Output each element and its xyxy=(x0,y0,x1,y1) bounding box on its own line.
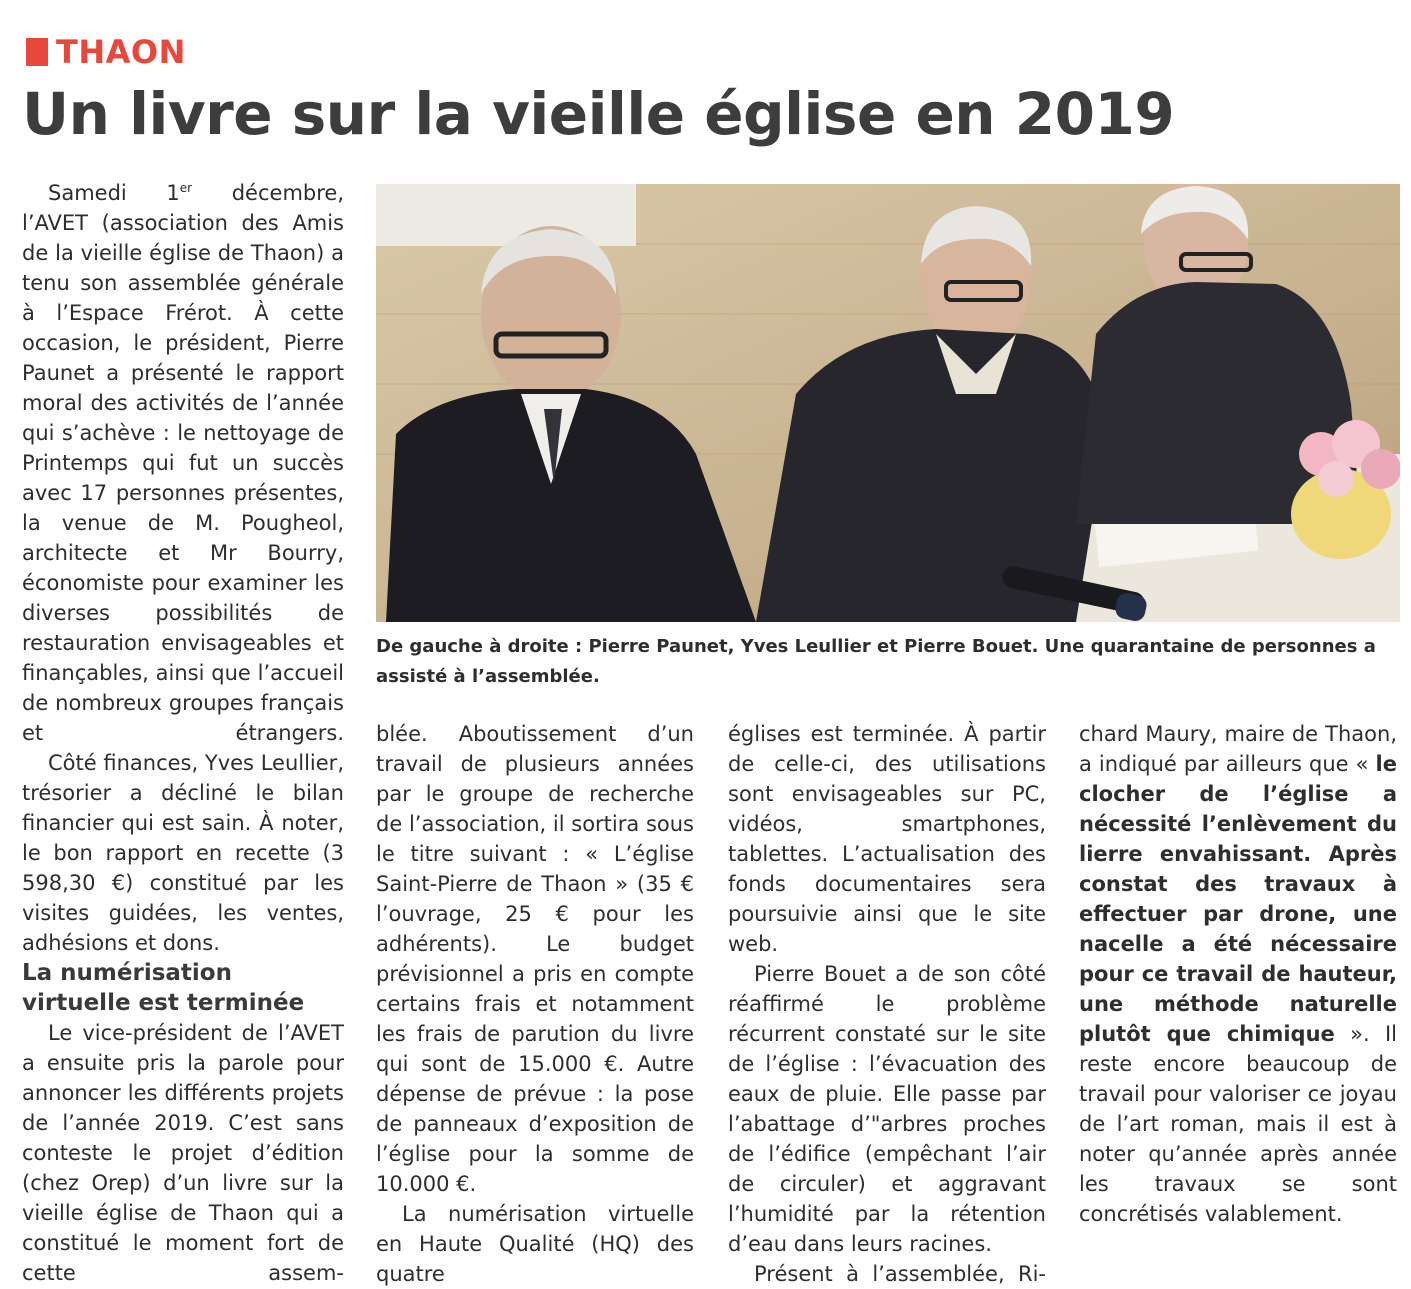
paragraph-intro: Samedi 1er décembre, l’AVET (association des Amis de la vieille église de Thaon) a tenu son assemblée générale à l’Espace Frérot. À cette occasion, le président, Pierre Paunet a présenté le rapport moral des activités de l’année qui s’achève : le nettoyage de Printemps qui fut un succès avec 17 personnes présentes, la venue de M. Pougheol, architecte et Mr Bourry, économiste pour examiner les diverses possibilités de restauration envisageables et finançables, ainsi que l’accueil de nombreux groupes français et étrangers. xyxy=(22,181,344,745)
paragraph-mayor-quote: chard Maury, maire de Thaon, a indiqué par ailleurs que « le clocher de l’église a nécessité l’enlèvement du lierre envahissant. Après constat des travaux à effectuer par drone, une nacelle a été nécessaire pour ce travail de hauteur, une méthode naturelle plutôt que chimique ». Il reste encore beaucoup de travail pour valoriser ce joyau de l’art roman, mais il est à noter qu’année après année les travaux se sont concrétisés valablement. xyxy=(1079,722,1397,1226)
paragraph-mayor-intro: Présent à l’assemblée, Ri- xyxy=(754,1262,1046,1286)
paragraph-digitization: La numérisation virtuelle en Haute Qualité (HQ) des quatre xyxy=(376,1202,694,1286)
article-photo xyxy=(376,184,1400,622)
column-1 xyxy=(22,178,344,1288)
paragraph-drainage: Pierre Bouet a de son côté réaffirmé le problème récurrent constaté sur le site de l’église : l’évacuation des eaux de pluie. Elle passe par l’abattage d’"arbres proches de l’édifice (empêchant l’air de circuler) et aggravant l’humidité par la rétention d’eau dans leurs racines. xyxy=(728,962,1046,1256)
paragraph-churches: églises est terminée. À partir de celle-ci, des utilisations sont envisageables sur PC, vidéos, smartphones, tablettes. L’actualisation des fonds documentaires sera poursuivie ainsi que le site web. xyxy=(728,722,1046,956)
mayor-quote: le clocher de l’église a nécessité l’enlèvement du lierre envahissant. Après constat des travaux à effectuer par drone, une nacelle a été nécessaire pour ce travail de hauteur, une méthode naturelle plutôt que chimique xyxy=(1079,752,1397,1046)
column-4 xyxy=(1079,719,1397,1229)
section-kicker xyxy=(26,32,186,72)
column-3 xyxy=(728,719,1046,1289)
paragraph-book: blée. Aboutissement d’un travail de plusieurs années par le groupe de recherche de l’association, il sortira sous le titre suivant : « L’église Saint-Pierre de Thaon » (35 € l’ouvrage, 25 € pour les adhérents). Le budget prévisionnel a pris en compte certains frais et notamment les frais de parution du livre qui sont de 15.000 €. Autre dépense de prévue : la pose de panneaux d’exposition de l’église pour la somme de 10.000 €. xyxy=(376,722,694,1196)
kicker-square-icon xyxy=(26,38,48,66)
kicker-label: THAON xyxy=(56,33,186,71)
photo-caption: De gauche à droite : Pierre Paunet, Yves Leullier et Pierre Bouet. Une quarantaine de personnes a assisté à l’assemblée. xyxy=(376,636,1376,687)
meeting-photo-illustration xyxy=(376,184,1400,622)
article-headline: Un livre sur la vieille église en 2019 xyxy=(22,80,1175,148)
paragraph-finances: Côté finances, Yves Leullier, trésorier a décliné le bilan financier qui est sain. À noter, le bon rapport en recette (3 598,30 €) constitué par les visites guidées, les ventes, adhésions et dons. xyxy=(22,751,344,955)
paragraph-projects: Le vice-président de l’AVET a ensuite pris la parole pour annoncer les différents projets de l’année 2019. C’est sans conteste le projet d’édition (chez Orep) d’un livre sur la vieille église de Thaon qui a constitué le moment fort de cette assem- xyxy=(22,1021,344,1285)
subheading: La numérisation virtuelle est terminée xyxy=(22,960,305,1016)
column-2 xyxy=(376,719,694,1289)
